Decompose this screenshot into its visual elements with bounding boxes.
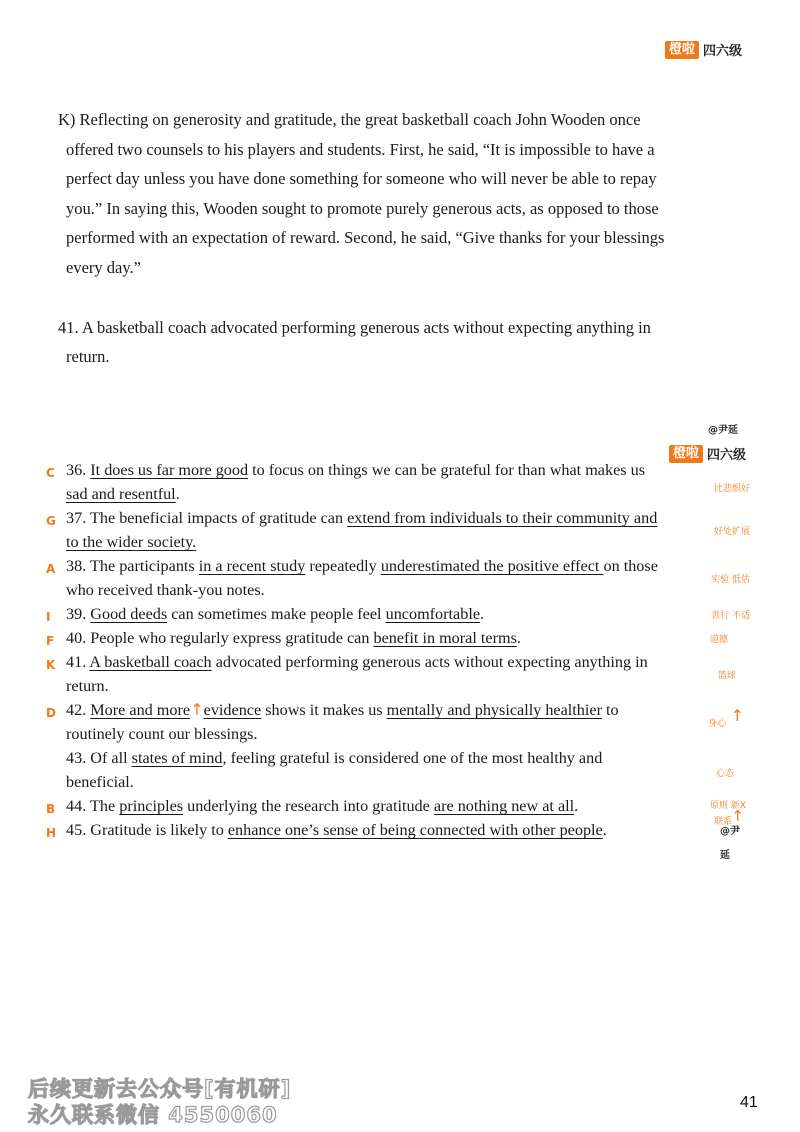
answer-letter: F bbox=[46, 634, 55, 648]
bottom-watermark bbox=[28, 1076, 291, 1128]
passage-line: perfect day unless you have done something for someone who will never be able to repay bbox=[66, 169, 657, 189]
answer-letter: G bbox=[46, 514, 56, 528]
underlined-phrase: are nothing new at all bbox=[433, 797, 575, 815]
text-fragment: . bbox=[574, 797, 579, 815]
text-fragment: . bbox=[516, 629, 521, 647]
annotation-note: 心态 bbox=[715, 769, 734, 779]
question-text bbox=[60, 794, 741, 818]
annotation-note: 篮球 bbox=[717, 671, 736, 681]
text-fragment: beneficial. bbox=[66, 773, 134, 791]
list-item-q40 bbox=[46, 626, 746, 650]
answer-letter: H bbox=[46, 826, 57, 840]
text-fragment: to bbox=[601, 701, 619, 719]
text-fragment: . bbox=[602, 821, 607, 839]
brand-tag: 橙啦 bbox=[665, 41, 699, 59]
brand-level: 四六级 bbox=[707, 448, 747, 463]
question-number: 37. bbox=[66, 509, 90, 527]
text-fragment: The participants bbox=[90, 557, 199, 575]
page-number: 41 bbox=[740, 1094, 758, 1111]
question-text bbox=[60, 602, 741, 626]
signature: @尹延 bbox=[708, 425, 738, 436]
question-number: 42. bbox=[66, 701, 91, 719]
answer-letter: K bbox=[46, 658, 56, 672]
brand-level: 四六级 bbox=[703, 44, 743, 59]
underlined-phrase: Good deeds bbox=[90, 605, 168, 623]
arrow-up-icon: ↑ bbox=[730, 706, 744, 725]
underlined-phrase: underestimated the positive effect bbox=[380, 557, 604, 575]
answer-letter: D bbox=[46, 706, 56, 720]
arrow-up-icon: ↑ bbox=[731, 807, 744, 825]
question-text bbox=[60, 746, 741, 794]
question-text bbox=[60, 458, 741, 506]
underlined-phrase: enhance one’s sense of being connected with other people bbox=[227, 821, 603, 839]
text-fragment: return. bbox=[66, 677, 109, 695]
underlined-phrase: More and more bbox=[90, 701, 191, 719]
question-text bbox=[60, 818, 741, 842]
question-number: 45. bbox=[66, 821, 91, 839]
underlined-phrase: A basketball coach bbox=[89, 653, 212, 671]
list-item-q38 bbox=[46, 554, 750, 602]
passage-line: you.” In saying this, Wooden sought to promote purely generous acts, as opposed to those bbox=[66, 198, 659, 218]
annotation-note: 善行 不适 bbox=[711, 611, 750, 621]
watermark-line: 后续更新去公众号[有机研] bbox=[28, 1077, 292, 1101]
question-number: 44. bbox=[66, 797, 90, 815]
text-fragment: can sometimes make people feel bbox=[167, 605, 386, 623]
list-item-q45 bbox=[46, 807, 746, 861]
text-fragment: on those bbox=[603, 557, 658, 575]
question-number: 39. bbox=[66, 605, 91, 623]
underlined-phrase: It does us far more good bbox=[90, 461, 249, 479]
arrow-up-icon: ↑ bbox=[190, 700, 204, 719]
annotation-note: 好处扩展 bbox=[713, 527, 750, 537]
answer-letter: I bbox=[46, 610, 51, 624]
underlined-phrase: benefit in moral terms bbox=[373, 629, 517, 647]
text-fragment: The bbox=[90, 797, 120, 815]
passage-line: offered two counsels to his players and students. First, he said, “It is impossible to have a bbox=[66, 139, 655, 159]
list-item-q44 bbox=[46, 794, 746, 818]
answer-letter: B bbox=[46, 802, 56, 816]
text-fragment: People who regularly express gratitude can bbox=[90, 629, 374, 647]
text-fragment: routinely count our blessings. bbox=[66, 725, 258, 743]
text-fragment: Gratitude is likely to bbox=[90, 821, 228, 839]
passage-line: K) Reflecting on generosity and gratitude, the great basketball coach John Wooden once bbox=[58, 110, 641, 129]
underlined-phrase: sad and resentful bbox=[66, 485, 176, 503]
list-item-q42 bbox=[46, 698, 746, 746]
underlined-phrase: states of mind bbox=[131, 749, 223, 767]
text-fragment: who received thank-you notes. bbox=[66, 581, 265, 599]
underlined-phrase: principles bbox=[119, 797, 184, 815]
question-41 bbox=[58, 313, 742, 371]
watermark-line: 永久联系微信 4550060 bbox=[28, 1103, 278, 1127]
question-text bbox=[60, 698, 741, 746]
text-fragment: underlying the research into gratitude bbox=[183, 797, 434, 815]
text-fragment: repeatedly bbox=[305, 557, 381, 575]
underlined-phrase: extend from individuals to their community and bbox=[347, 509, 658, 527]
text-fragment: Of all bbox=[90, 749, 132, 767]
passage-line: performed with an expectation of reward. Second, he said, “Give thanks for your blessings bbox=[66, 228, 665, 248]
text-fragment: , feeling grateful is considered one of the most healthy and bbox=[222, 749, 603, 767]
annotation-note: 联系 bbox=[713, 817, 732, 827]
text-fragment: shows it makes us bbox=[261, 701, 387, 719]
signature: @尹延 bbox=[720, 826, 740, 861]
question-text bbox=[60, 650, 741, 698]
list-item-q36 bbox=[46, 458, 750, 506]
brand-header bbox=[665, 40, 742, 59]
underlined-phrase: mentally and physically healthier bbox=[386, 701, 602, 719]
answer-letter: A bbox=[46, 562, 56, 576]
text-fragment: to focus on things we can be grateful for than what makes us bbox=[248, 461, 646, 479]
annotation-note: 比悲恨好 bbox=[713, 484, 750, 494]
annotation-note: 道德 bbox=[709, 635, 728, 645]
text-fragment: advocated performing generous acts without expecting anything in bbox=[211, 653, 648, 671]
passage-k bbox=[58, 105, 742, 283]
question-text bbox=[60, 506, 741, 554]
list-item-q39 bbox=[46, 602, 750, 626]
question-number: 36. bbox=[66, 461, 91, 479]
question-line: 41. A basketball coach advocated performing generous acts without expecting anything in bbox=[58, 318, 651, 337]
text-fragment: . bbox=[480, 605, 485, 623]
annotation-note: 身心 bbox=[707, 719, 726, 729]
question-line: return. bbox=[66, 347, 110, 366]
text-fragment: . bbox=[175, 485, 180, 503]
question-number: 38. bbox=[66, 557, 90, 575]
annotation-note: 原则 新X bbox=[709, 801, 746, 811]
answer-letter: C bbox=[46, 466, 55, 480]
annotation-note: 实验 低估 bbox=[711, 575, 750, 585]
question-text bbox=[60, 626, 741, 650]
underlined-phrase: evidence bbox=[203, 701, 262, 719]
text-fragment: The beneficial impacts of gratitude can bbox=[90, 509, 348, 527]
annotated-question-list bbox=[46, 458, 750, 861]
question-number: 40. bbox=[66, 629, 91, 647]
underlined-phrase: uncomfortable bbox=[385, 605, 480, 623]
question-text bbox=[60, 554, 741, 602]
list-item-q41 bbox=[46, 650, 746, 698]
passage-line: every day.” bbox=[66, 257, 141, 277]
underlined-phrase: in a recent study bbox=[198, 557, 306, 575]
underlined-phrase: to the wider society. bbox=[66, 533, 197, 551]
brand-tag: 橙啦 bbox=[669, 445, 703, 463]
question-number: 41. bbox=[66, 653, 90, 671]
question-number: 43. bbox=[66, 749, 91, 767]
list-item-q43 bbox=[46, 746, 746, 794]
list-item-q37 bbox=[46, 506, 750, 554]
